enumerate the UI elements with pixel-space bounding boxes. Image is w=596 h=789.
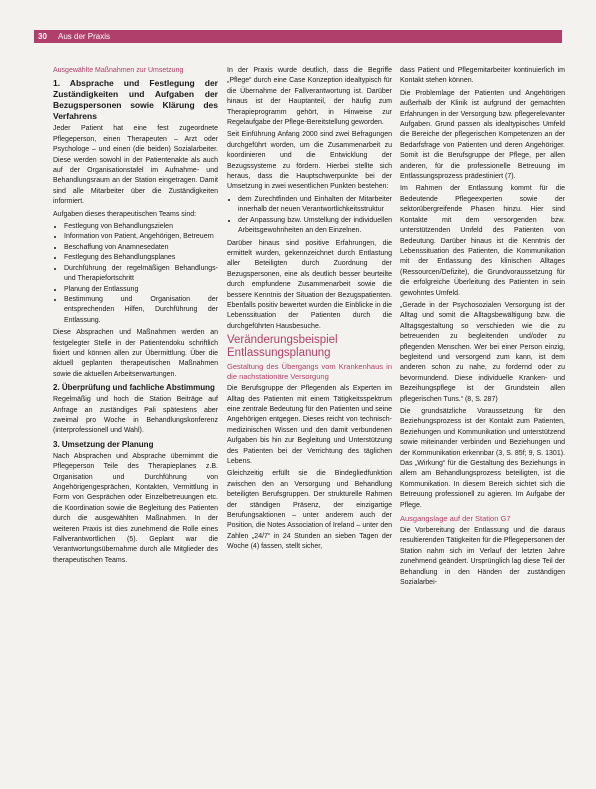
paragraph: Die Problemlage der Patienten und Angehörigen außerhalb der Klinik ist aufgrund der gemachten Erfahrungen in der Versorgung bzw. pflegerelevanter Aufgaben. Grund passen als idealtypisches Umfeld die Bereiche der pflegerischen Kompetenzen an der Bedarfsfrage von Patienten und deren Angehöriger. Somit ist die Berufsgruppe der Pflege, per allen anderen, für die professionelle Betreuung im Entlassungsprozess prädestiniert (7). (400, 89, 565, 181)
column-1 (53, 66, 218, 568)
column-2 (227, 66, 392, 555)
header-bar (34, 30, 562, 43)
list-item: • dem Zurechtfinden und Einhalten der Mitarbeiter innerhalb der neuen Verantwortlichkeitsstruktur (238, 195, 392, 216)
paragraph: Aufgaben dieses therapeutischen Teams sind: (53, 210, 197, 218)
column-3 (400, 66, 565, 591)
heading-1: 1. Absprache und Festlegung der Zuständigkeiten und Aufgaben der Bezugspersonen sowie Klärung des Verfahrens (53, 78, 218, 122)
paragraph: Die Vorbereitung der Entlassung und die daraus resultierenden Tätigkeiten für die Pflegepersonen der Station nahm sich im Verlauf der letzten Jahre zunehmend geändert. Ursprünglich lag diese Teil der Behandlung in den Händen der zuständigen Sozialarbei- (400, 527, 565, 587)
page-number: 30 (38, 32, 47, 41)
paragraph: Die Berufsgruppe der Pflegenden als Experten im Alltag des Patienten mit einem Tätigkeitsspektrum eine zentrale Bedeutung für den Patienten und seine Angehörigen entgegen. Dieses reicht von technisch-medizinischen Wissen und den damit verbundenen Aufgaben bis hin zur Begleitung und Unterstützung des Patienten bei der Verrichtung des täglichen Lebens. (227, 385, 392, 465)
paragraph: Seit Einführung Anfang 2000 sind zwei Befragungen durchgeführt worden, um die Zusammenarbeit zu koordinieren und die Entwicklung der Bezugssysteme zu fördern. Hierbei stellte sich heraus, dass die Hauptschwerpunkte bei der Umsetzung in zwei wesentlichen Punkten bestehen: (227, 131, 392, 191)
paragraph: In der Praxis wurde deutlich, dass die Begriffe „Pflege“ durch eine Case Konzeption idealtypisch für die Übernahme der Fallverantwortung ist. Darüber hinaus ist der Hauptanteil, der häufig zum Therapieprogramm gehört, in Hinweise zur Regelaufgabe der Pflege-Bereitstellung geworden. (227, 67, 392, 127)
section-heading: Veränderungsbeispiel Entlassungsplanung (227, 334, 338, 360)
heading-2: 2. Überprüfung und fachliche Abstimmung (53, 383, 215, 393)
paragraph: Darüber hinaus sind positive Erfahrungen, die ermittelt wurden, gekennzeichnet durch Entlastung aller Beteiligten durch Zuordnung der Bezugspersonen, eine als deutlich besser beurteilte durch empfundene Zusammenarbeit sowie die bessere Kenntnis der Situation der Bezugspatienten. Ebenfalls positiv bewertet wurden die Einblicke in die Lebenssituation der Patienten durch die durchgeführten Hausbesuche. (227, 239, 392, 330)
section-title: Aus der Praxis (58, 32, 111, 41)
list-item: • Planung der Entlassung (64, 285, 218, 295)
paragraph: dass Patient und Pflegemitarbeiter kontinuierlich im Kontakt stehen können. (400, 67, 565, 85)
list-item: • Festlegung von Behandlungszielen (64, 222, 218, 232)
paragraph: Regelmäßig und hoch die Station Beiträge auf Anfrage an zuständiges Pali spätestens aber zweimal pro Woche in Behandlungskonferenz (interprofessionell und Wahl). (53, 396, 218, 435)
section-subtitle: Gestaltung des Übergangs vom Krankenhaus in die nachstationäre Versorgung (227, 362, 392, 382)
list-item: • Information von Patient, Angehörigen, Betreuern (64, 232, 218, 242)
paragraph: Jeder Patient hat eine fest zugeordnete Pflegeperson, einen Therapeuten – Arzt oder Psychologe – und einen (die beiden) Sozialarbeiter. Diese werden sowohl in der Patientenakte als auch auf der Organisationstafel im Aufnahme- und Behandlungsraum an der Station eingetragen. Damit sind alle Mitarbeiter über die Zuständigkeiten informiert. (53, 125, 218, 206)
list-item: • Bestimmung und Organisation der entsprechenden Hilfen, Durchführung der Entlassung. (64, 295, 218, 326)
paragraph: Diese Absprachen und Maßnahmen werden an festgelegter Stelle in der Patientendoku schriftlich fixiert und können allen zur Übermittlung. Über die aktuell geplanten therapeutischen Maßnahmen sowie die aktuellen Arbeitserwartungen. (53, 329, 218, 378)
heading-3: 3. Umsetzung der Planung (53, 439, 154, 449)
heading-station: Ausgangslage auf der Station G7 (400, 514, 511, 524)
paragraph: Nach Absprachen und Absprache übernimmt die Pflegeperson Teile des Therapieplanes z.B. Organisation und Durchführung von Angehörigengesprächen, Kontakten, Vermittlung in Form von Gesprächen oder Einzelbetreuungen etc. die Koordination sowie die Begleitung des Patienten durch die ausgewählten Maßnahmen. In der weiteren Praxis ist dies zunehmend die Rolle eines Fallverantwortlichen (5). Geplant war die Verantwortungsübernahme durch alle Mitglieder des therapeutischen Teams. (53, 452, 218, 564)
paragraph: Gleichzeitig erfüllt sie die Bindegliedfunktion zwischen den an Versorgung und Behandlung beteiligten Berufsgruppen. Der strukturelle Rahmen der ständigen Präsenz, der einzigartige Berufungsaktionen – unter anderem auch der Position, die Notes Association of Ireland – unter den Zahlen „24/7“ in 24 Stunden an sieben Tagen der Woche (4) fassen, stellt sicher, (227, 470, 392, 551)
list-item: • der Anpassung bzw. Umstellung der individuellen Arbeitsgewohnheiten an den Einzelnen. (238, 216, 392, 237)
intro-heading: Ausgewählte Maßnahmen zur Umsetzung (53, 67, 184, 74)
list-item: • Beschaffung von Anamnesedaten (64, 243, 218, 253)
bullet-list (53, 222, 218, 326)
paragraph: „Gerade in der Psychosozialen Versorgung ist der Alltag und somit die Alltagsbewältigung bzw. die Alltagsgestaltung so verschieden wie die zu betreuenden zu begleitenden und/oder zu pflegenden Menschen. Wer bei einer Person einzig, begleitend und versorgend zum kann, ist dem anderen schon zu nahe, zu fordernd oder zu bevormundend. Diese individuelle Kranken- und Bezeihungspflege ist der Grundstein allen pflegerischen Tuns.“ (8, S. 287) (400, 301, 565, 403)
paragraph: Im Rahmen der Entlassung kommt für die Bedeutende Pflegeexperten sowie der sektorübergreifende Phasen hinzu. Hier sind Kontakte mit dem versorgenden bzw. unterstützenden Umfeld des Patienten von Bedeutung. Darüber hinaus ist die Kenntnis der Lebenssituation des Patienten, die Kommunikation mit der Entlassung des klinischen Alltages (Ressourcen/Defizite), die Grundvoraussetzung für die erfolgreiche Überleitung des Patienten in sein gewohntes Umfeld. (400, 185, 565, 297)
list-item: • Festlegung des Behandlungsplanes (64, 253, 218, 263)
list-item: • Durchführung der regelmäßigen Behandlungs- und Therapiefortschritt (64, 264, 218, 285)
bullet-list (227, 195, 392, 237)
paragraph: Die grundsätzliche Voraussetzung für den Beziehungsprozess ist der Kontakt zum Patienten, Beziehungen und Kommunikation und unterstützend sowie miteinander verbinden und Beziehungen und der Kommunikation erkennbar (3, S. 85f; 9, S. 1301). Das „Wirkung“ für die Gestaltung des Beziehungs in allem am Behandlungsprozess beteiligten, ist die Kommunikation. In diesem Bereich sichtet sich die Betreuung professionell zu agieren. Im Aufgabe der Pflege. (400, 408, 565, 509)
